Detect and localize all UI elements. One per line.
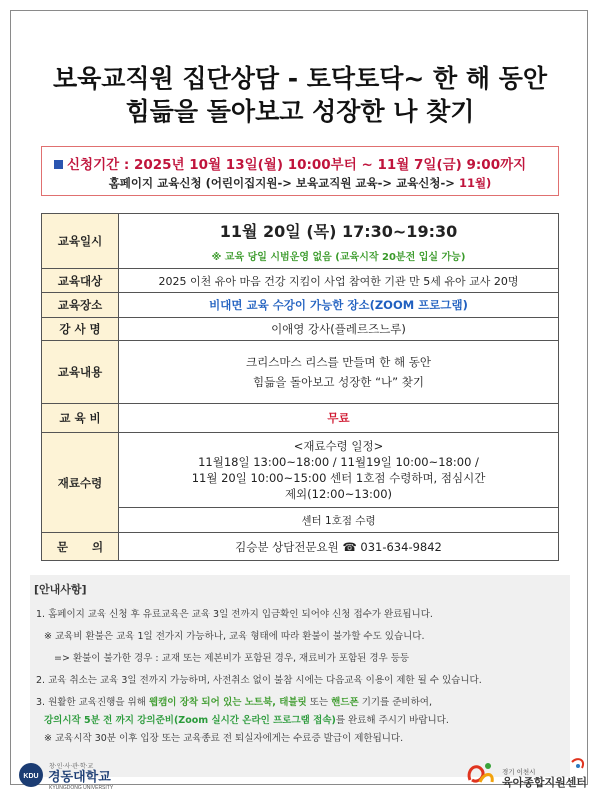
value-target: 2025 이천 유아 마음 건강 지킴이 사업 참여한 기관 만 5세 유아 교사 20명 — [119, 269, 559, 293]
row-material — [42, 433, 559, 508]
childcare-center-emblem-icon — [462, 756, 592, 792]
title-line-1: 보육교직원 집단상담 - 토닥토닥~ 한 해 동안 — [52, 64, 548, 93]
value-fee: 무료 — [119, 404, 559, 433]
value-material-place: 센터 1호점 수령 — [119, 508, 559, 533]
value-contact: 김승분 상담전문요원 ☎ 031-634-9842 — [119, 533, 559, 561]
date-note: ※ 교육 당일 시범운영 없음 (교육시작 20분전 입실 가능) — [211, 252, 466, 263]
svg-text:KDU: KDU — [23, 773, 39, 780]
value-place: 비대면 교육 수강이 가능한 장소(ZOOM 프로그램) — [119, 293, 559, 318]
material-line-4: 제외(12:00~13:00) — [284, 487, 393, 501]
label-fee: 교 육 비 — [42, 404, 119, 433]
notice-3-mid: 또는 — [306, 697, 332, 708]
label-contact: 문 의 — [42, 533, 119, 561]
notice-2: 2. 교육 취소는 교육 3일 전까지 가능하며, 사전취소 없이 불참 시에는 다음교육 이용이 제한 될 수 있습니다. — [36, 675, 482, 686]
row-contact — [42, 533, 559, 561]
label-place: 교육장소 — [42, 293, 119, 318]
label-target: 교육대상 — [42, 269, 119, 293]
content-line-2: 힘듦을 돌아보고 성장한 “나” 찾기 — [253, 375, 424, 389]
value-lecturer: 이애영 강사(플레르즈느루) — [119, 318, 559, 341]
notice-3-post: 기기를 준비하여, — [358, 697, 432, 708]
row-material-place — [42, 508, 559, 533]
svg-text:육아종합지원센터: 육아종합지원센터 — [502, 776, 588, 789]
row-date — [42, 214, 559, 269]
value-content — [119, 341, 559, 404]
row-place — [42, 293, 559, 318]
university-emblem-icon — [18, 760, 138, 792]
material-line-1: <재료수령 일정> — [293, 439, 384, 453]
square-bullet-icon — [54, 160, 63, 169]
material-line-2: 11월18일 13:00~18:00 / 11월19일 10:00~18:00 / — [198, 455, 479, 469]
notice-3b-post: 를 완료해 주시기 바랍니다. — [335, 715, 449, 726]
childcare-center-logo — [462, 756, 592, 796]
course-info-table — [41, 213, 559, 561]
notice-3-phone: 핸드폰 — [331, 697, 359, 708]
application-path-text: 홈페이지 교육신청 (어린이집지원-> 보육교직원 교육-> 교육신청-> — [108, 176, 455, 190]
row-fee — [42, 404, 559, 433]
notice-3-pre: 3. 원활한 교육진행을 위해 — [36, 697, 149, 708]
row-target — [42, 269, 559, 293]
notice-3b — [44, 712, 449, 726]
application-path — [42, 175, 558, 191]
svg-text:KYUNGDONG UNIVERSITY: KYUNGDONG UNIVERSITY — [49, 785, 114, 791]
notice-3-devices: 웹캠이 장착 되어 있는 노트북, 태블릿 — [148, 697, 307, 708]
label-lecturer: 강 사 명 — [42, 318, 119, 341]
row-lecturer — [42, 318, 559, 341]
university-logo — [18, 760, 138, 796]
row-content — [42, 341, 559, 404]
notice-heading: [안내사항] — [34, 583, 87, 596]
svg-text:경동대학교: 경동대학교 — [48, 770, 111, 785]
application-period — [54, 153, 526, 173]
notice-section — [30, 575, 570, 777]
date-value: 11월 20일 (목) 17:30~19:30 — [219, 222, 458, 241]
application-path-month: 11월) — [458, 176, 492, 190]
page-title — [0, 62, 600, 128]
notice-1: 1. 홈페이지 교육 신청 후 유료교육은 교육 3일 전까지 입금확인 되어야 신청 접수가 완료됩니다. — [36, 609, 433, 620]
content-line-1: 크리스마스 리스를 만들며 한 해 동안 — [246, 355, 431, 369]
value-material-schedule — [119, 433, 559, 508]
svg-text:경기 이천시: 경기 이천시 — [502, 768, 536, 776]
notice-1a: ※ 교육비 환불은 교육 1일 전가지 가능하나, 교육 형태에 따라 환불이 불가할 수도 있습니다. — [44, 631, 425, 642]
svg-text:창·인·사·관·학·교: 창·인·사·관·학·교 — [49, 763, 94, 770]
value-date — [119, 214, 559, 269]
label-content: 교육내용 — [42, 341, 119, 404]
notice-3b-highlight: 강의시작 5분 전 까지 강의준비(Zoom 실시간 온라인 프로그램 접속) — [44, 715, 336, 726]
material-line-3: 11월 20일 10:00~15:00 센터 1호점 수령하며, 점심시간 — [191, 471, 486, 485]
application-period-text: 신청기간 : 2025년 10월 13일(월) 10:00부터 ~ 11월 7일(금) 9:00까지 — [67, 157, 527, 173]
label-material: 재료수령 — [42, 433, 119, 533]
notice-3 — [36, 694, 432, 708]
label-date: 교육일시 — [42, 214, 119, 269]
application-period-box — [41, 146, 559, 196]
notice-1b: => 환불이 불가한 경우 : 교재 또는 제본비가 포함된 경우, 재료비가 포함된 경우 등등 — [54, 653, 410, 664]
title-line-2: 힘듦을 돌아보고 성장한 나 찾기 — [125, 97, 475, 126]
notice-3c: ※ 교육시작 30분 이후 입장 또는 교육종료 전 퇴실자에게는 수료증 발급이 제한됩니다. — [44, 733, 404, 744]
